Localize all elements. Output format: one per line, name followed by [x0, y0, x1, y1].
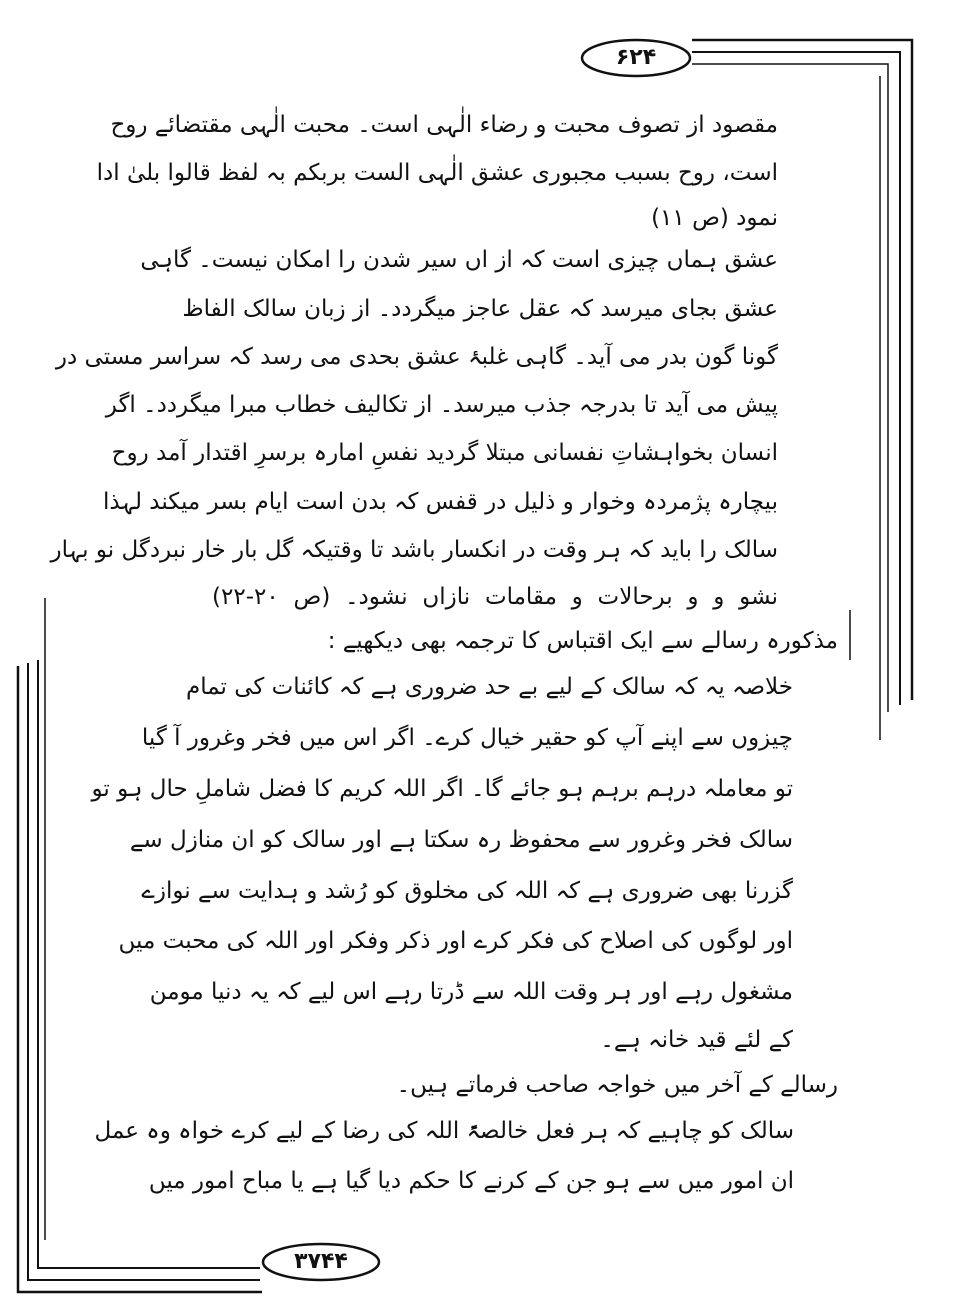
persian-quote-line: انسان بخواہشاتِ نفسانی مبتلا گردید نفسِ امارہ برسرِ اقتدار آمد روح [111, 440, 778, 466]
persian-quote-line: عشق ہماں چیزی است کہ از اں سیر شدن را امکان نیست۔ گاہی [140, 247, 778, 273]
page-number-bottom: ۳۷۴۴ [294, 1249, 348, 1274]
closing-quote-line: سالک کو چاہیے کہ ہر فعل خالصۃً اللہ کی رضا کے لیے کرے خواہ وہ عمل [94, 1118, 794, 1144]
urdu-translation-line: تو معاملہ درہم برہم ہو جائے گا۔ اگر اللہ کریم کا فضل شاملِ حال ہو تو [91, 776, 793, 802]
persian-quote-line: پیش می آید تا بدرجہ جذب میرسد۔ از تکالیف خطاب مبرا میگردد۔ اگر [105, 392, 778, 418]
urdu-translation-line: گزرنا بھی ضروری ہے کہ اللہ کی مخلوق کو رُشد و ہدایت سے نوازے [141, 878, 793, 904]
persian-quote-line: مقصود از تصوف محبت و رضاء الٰہی است۔ محبت الٰہی مقتضائے روح [110, 112, 778, 138]
persian-quote-line: عشق بجای میرسد کہ عقل عاجز میگردد۔ از زبان سالک الفاظ [182, 296, 778, 322]
persian-quote-line: نمود (ص ۱۱) [651, 205, 778, 231]
persian-quote-line: گونا گون بدر می آید۔ گاہی غلبۂ عشق بحدی می رسد کہ سراسر مستی در [55, 344, 778, 370]
closing-intro: رسالے کے آخر میں خواجہ صاحب فرماتے ہیں۔ [396, 1072, 838, 1098]
persian-quote-line: سالک را باید کہ ہر وقت در انکسار باشد تا وقتیکہ گل بار خار نبردگل نو بہار [50, 537, 778, 563]
page-number-top: ۶۲۴ [615, 45, 657, 70]
persian-quote-line: نشو و و برحالات و مقامات نازاں نشود۔ (ص ۲۰-۲۲) [212, 584, 778, 610]
persian-quote-line: بیچارہ پژمردہ وخوار و ذلیل در قفس کہ بدن است ایام بسر میکند لہذا [103, 489, 778, 515]
closing-quote-line: ان امور میں سے ہو جن کے کرنے کا حکم دیا گیا ہے یا مباح امور میں [148, 1168, 794, 1194]
translation-intro: مذکورہ رسالے سے ایک اقتباس کا ترجمہ بھی دیکھیے : [327, 628, 838, 654]
urdu-translation-line: کے لئے قید خانہ ہے۔ [600, 1027, 793, 1053]
urdu-translation-line: چیزوں سے اپنے آپ کو حقیر خیال کرے۔ اگر اس میں فخر وغرور آ گیا [141, 725, 793, 751]
urdu-translation-line: خلاصہ یہ کہ سالک کے لیے بے حد ضروری ہے کہ کائنات کی تمام [185, 674, 793, 700]
persian-quote-line: است، روح بسبب مجبوری عشق الٰہی الست بربکم بہ لفظ قالوا بلیٰ ادا [96, 160, 778, 186]
urdu-translation-line: مشغول رہے اور ہر وقت اللہ سے ڈرتا رہے اس لیے کہ یہ دنیا مومن [149, 979, 793, 1005]
urdu-translation-line: اور لوگوں کی اصلاح کی فکر کرے اور ذکر وفکر اور اللہ کی محبت میں [118, 928, 793, 954]
urdu-translation-line: سالک فخر وغرور سے محفوظ رہ سکتا ہے اور سالک کو ان منازل سے [129, 827, 793, 853]
